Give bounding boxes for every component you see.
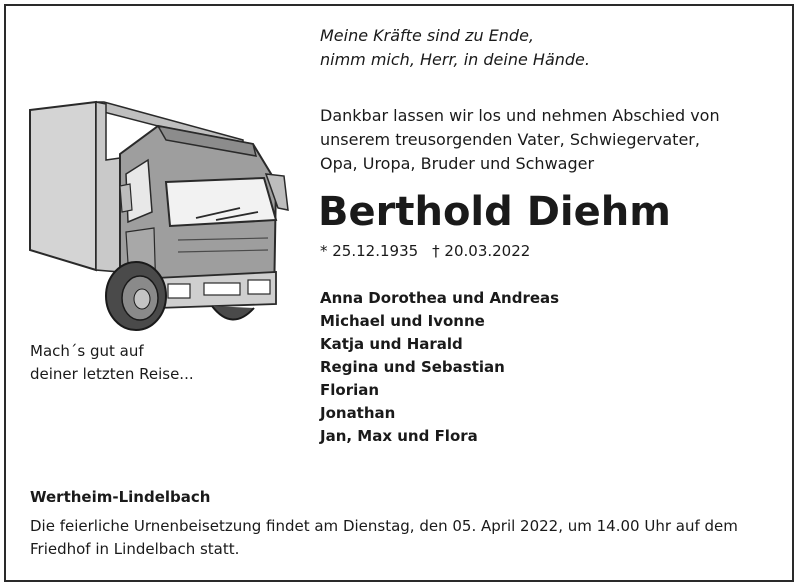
mourner-item: Anna Dorothea und Andreas	[320, 289, 560, 307]
mourner-item: Jan, Max und Flora	[320, 427, 478, 445]
farewell-text	[320, 104, 720, 176]
truck-caption	[30, 340, 194, 386]
farewell-line-1: Dankbar lassen wir los und nehmen Abschied von	[320, 106, 720, 125]
quote-line-2: nimm mich, Herr, in deine Hände.	[320, 50, 590, 69]
farewell-line-2: unserem treusorgenden Vater, Schwiegervater,	[320, 130, 700, 149]
notice-line-1: Die feierliche Urnenbeisetzung findet am Dienstag, den 05. April 2022, um 14.00 Uhr auf dem	[30, 517, 738, 535]
truck-illustration	[28, 100, 292, 336]
caption-line-1: Mach´s gut auf	[30, 342, 144, 360]
place-heading: Wertheim-Lindelbach	[30, 488, 211, 506]
caption-line-2: deiner letzten Reise...	[30, 365, 194, 383]
mourner-item: Florian	[320, 381, 380, 399]
bible-quote	[320, 24, 590, 72]
mourner-item: Katja und Harald	[320, 335, 463, 353]
mourner-item: Regina und Sebastian	[320, 358, 505, 376]
deceased-name: Berthold Diehm	[318, 189, 671, 235]
farewell-line-3: Opa, Uropa, Bruder und Schwager	[320, 154, 595, 173]
quote-line-1: Meine Kräfte sind zu Ende,	[320, 26, 534, 45]
mourners-list	[320, 287, 559, 448]
birth-date: * 25.12.1935	[320, 242, 419, 260]
notice-line-2: Friedhof in Lindelbach statt.	[30, 540, 240, 558]
mourner-item: Jonathan	[320, 404, 396, 422]
mourner-item: Michael und Ivonne	[320, 312, 485, 330]
death-date: † 20.03.2022	[432, 242, 531, 260]
life-dates	[320, 240, 530, 262]
funeral-notice	[30, 515, 770, 561]
